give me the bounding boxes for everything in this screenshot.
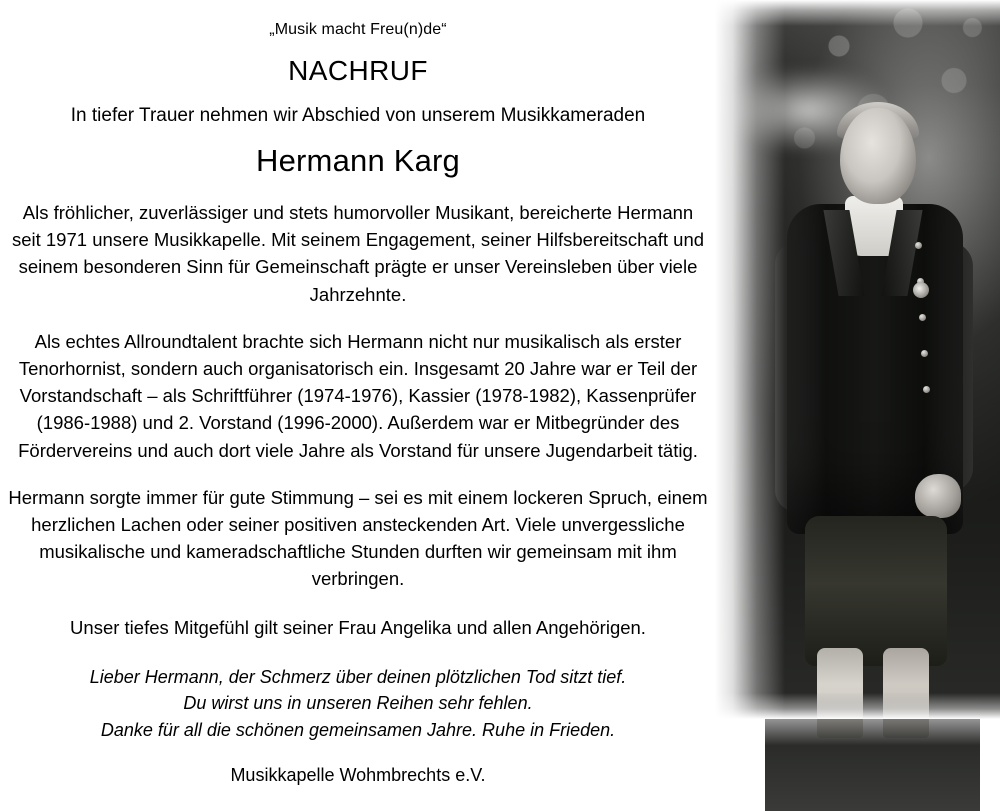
farewell-verse [6, 664, 710, 743]
verse-line-2: Du wirst uns in unseren Reihen sehr fehlen. [183, 693, 533, 714]
notice-heading: NACHRUF [288, 55, 428, 86]
figure-head [840, 108, 916, 204]
photo-bottom-fade [715, 693, 1000, 719]
deceased-name: Hermann Karg [256, 143, 460, 178]
photo-left-fade [715, 0, 785, 719]
condolence-text: Unser tiefes Mitgefühl gilt seiner Frau Angelika und allen Angehörigen. [70, 617, 646, 639]
paragraph-1: Als fröhlicher, zuverlässiger und stets humorvoller Musikant, bereicherte Hermann seit 1971 unsere Musikkapelle. Mit seinem Engagement, seiner Hilfsbereitschaft und seinem besonderen Sinn für Gemeinschaft prägte er unser Vereinsleben über viele Jahrzehnte. [11, 202, 705, 305]
signature-text: Musikkapelle Wohmbrechts e.V. [230, 764, 486, 785]
paragraph-2: Als echtes Allroundtalent brachte sich Hermann nicht nur musikalisch als erster Tenorhornist, sondern auch organisatorisch ein. Insgesamt 20 Jahre war er Teil der Vorstandschaft – als Schriftführer (1974-1976), Kassier (1978-1982), Kassenprüfer (1986-1988) und 2. Vorstand (1996-2000). Außerdem war er Mitbegründer des Fördervereins und auch dort viele Jahre als Vorstand für unsere Jugendarbeit tätig. [18, 330, 698, 461]
paragraph-3: Hermann sorgte immer für gute Stimmung – sei es mit einem lockeren Spruch, einem herzlichen Lachen oder seiner positiven ansteckenden Art. Viele unvergessliche musikalische und kameradschaftliche Stunden durften wir gemeinsam mit ihm verbringen. [8, 486, 708, 590]
verse-line-1: Lieber Hermann, der Schmerz über deinen plötzlichen Tod sitzt tief. [89, 666, 627, 687]
motto-text: „Musik macht Freu(n)de“ [269, 21, 447, 38]
jacket-button [919, 314, 926, 321]
figure-lederhosen [805, 516, 947, 666]
jacket-button [923, 386, 930, 393]
intro-text: In tiefer Trauer nehmen wir Abschied von unserem Musikkameraden [70, 105, 646, 126]
portrait-figure [765, 92, 980, 719]
jacket-button [921, 350, 928, 357]
jacket-button [915, 242, 922, 249]
portrait-photo [715, 0, 1000, 719]
figure-hand [915, 474, 961, 518]
lapel-brooch [913, 282, 929, 298]
photo-top-fade [715, 0, 1000, 26]
verse-line-3: Danke für all die schönen gemeinsamen Jahre. Ruhe in Frieden. [100, 719, 616, 740]
